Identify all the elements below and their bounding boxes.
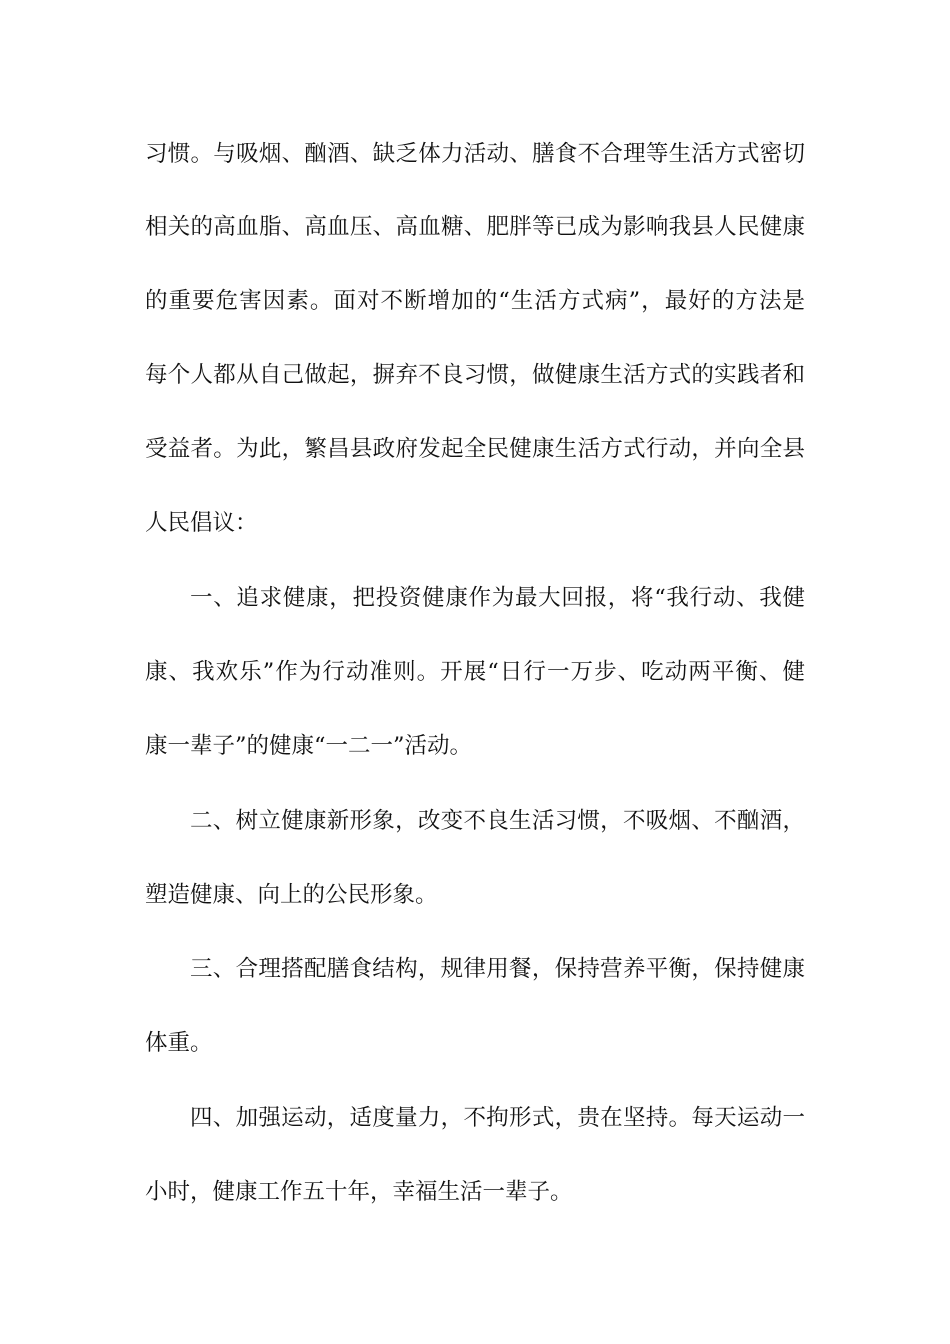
paragraph-line: 四、加强运动，适度量力，不拘形式，贵在坚持。每天运动一 (190, 1105, 805, 1131)
paragraph-line: 康一辈子”的健康“一二一”活动。 (145, 733, 473, 759)
paragraph-line: 塑造健康、向上的公民形象。 (145, 882, 438, 908)
paragraph-line: 人民倡议： (145, 510, 258, 536)
paragraph-line: 二、树立健康新形象，改变不良生活习惯，不吸烟、不酗酒， (190, 808, 805, 834)
paragraph-line: 体重。 (145, 1030, 213, 1056)
paragraph-line: 每个人都从自己做起，摒弃不良习惯，做健康生活方式的实践者和 (145, 362, 805, 388)
paragraph-line: 习惯。与吸烟、酗酒、缺乏体力活动、膳食不合理等生活方式密切 (145, 141, 805, 167)
paragraph-line: 的重要危害因素。面对不断增加的“生活方式病”，最好的方法是 (145, 288, 805, 314)
paragraph-line: 一、追求健康，把投资健康作为最大回报，将“我行动、我健 (190, 585, 805, 611)
paragraph-line: 康、我欢乐”作为行动准则。开展“日行一万步、吃动两平衡、健 (145, 659, 805, 685)
paragraph-line: 相关的高血脂、高血压、高血糖、肥胖等已成为影响我县人民健康 (145, 214, 805, 240)
paragraph-line: 小时，健康工作五十年，幸福生活一辈子。 (145, 1179, 573, 1205)
paragraph-line: 三、合理搭配膳食结构，规律用餐，保持营养平衡，保持健康 (190, 956, 805, 982)
paragraph-line: 受益者。为此，繁昌县政府发起全民健康生活方式行动，并向全县 (145, 436, 805, 462)
